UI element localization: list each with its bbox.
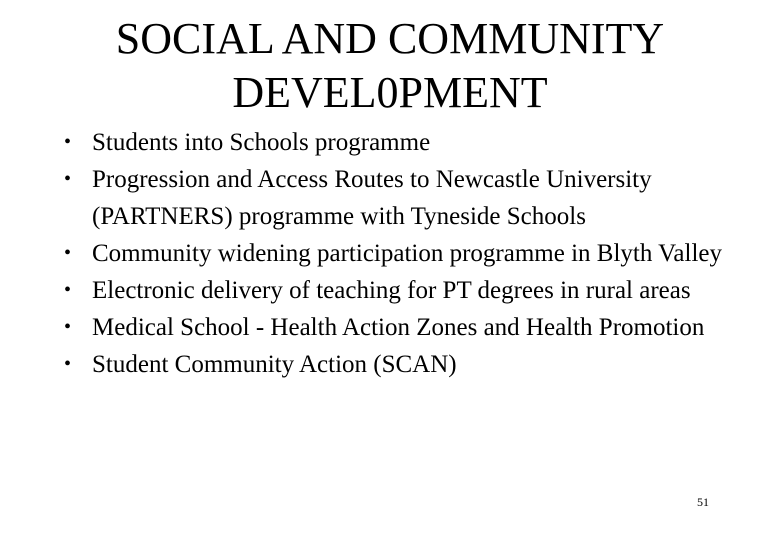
bullet-point-icon: • [64, 242, 72, 264]
bullet-list [64, 124, 724, 383]
bullet-text: Student Community Action (SCAN) [92, 351, 457, 378]
bullet-point-icon: • [64, 316, 72, 338]
bullet-text: Progression and Access Routes to Newcastle University (PARTNERS) programme with Tyneside Schools [92, 166, 652, 230]
bullet-point-icon: • [64, 168, 72, 190]
bullet-item-medical-school [64, 309, 724, 346]
slide-title-line-1: SOCIAL AND COMMUNITY [115, 14, 665, 63]
bullet-point-icon: • [64, 353, 72, 375]
bullet-point-icon: • [64, 279, 72, 301]
slide-title [90, 12, 690, 120]
page-number: 51 [697, 495, 709, 509]
bullet-text: Community widening participation programme in Blyth Valley [92, 240, 723, 267]
bullet-item-partners-programme [64, 161, 724, 235]
bullet-item-scan [64, 346, 724, 383]
bullet-item-students-into-schools [64, 124, 724, 161]
bullet-item-blyth-valley [64, 235, 724, 272]
bullet-text: Students into Schools programme [92, 129, 431, 156]
slide-title-line-2: DEVEL0PMENT [232, 68, 548, 117]
bullet-text: Medical School - Health Action Zones and Health Promotion [92, 314, 705, 341]
bullet-point-icon: • [64, 131, 72, 153]
bullet-item-electronic-delivery [64, 272, 724, 309]
bullet-text: Electronic delivery of teaching for PT degrees in rural areas [92, 277, 691, 304]
